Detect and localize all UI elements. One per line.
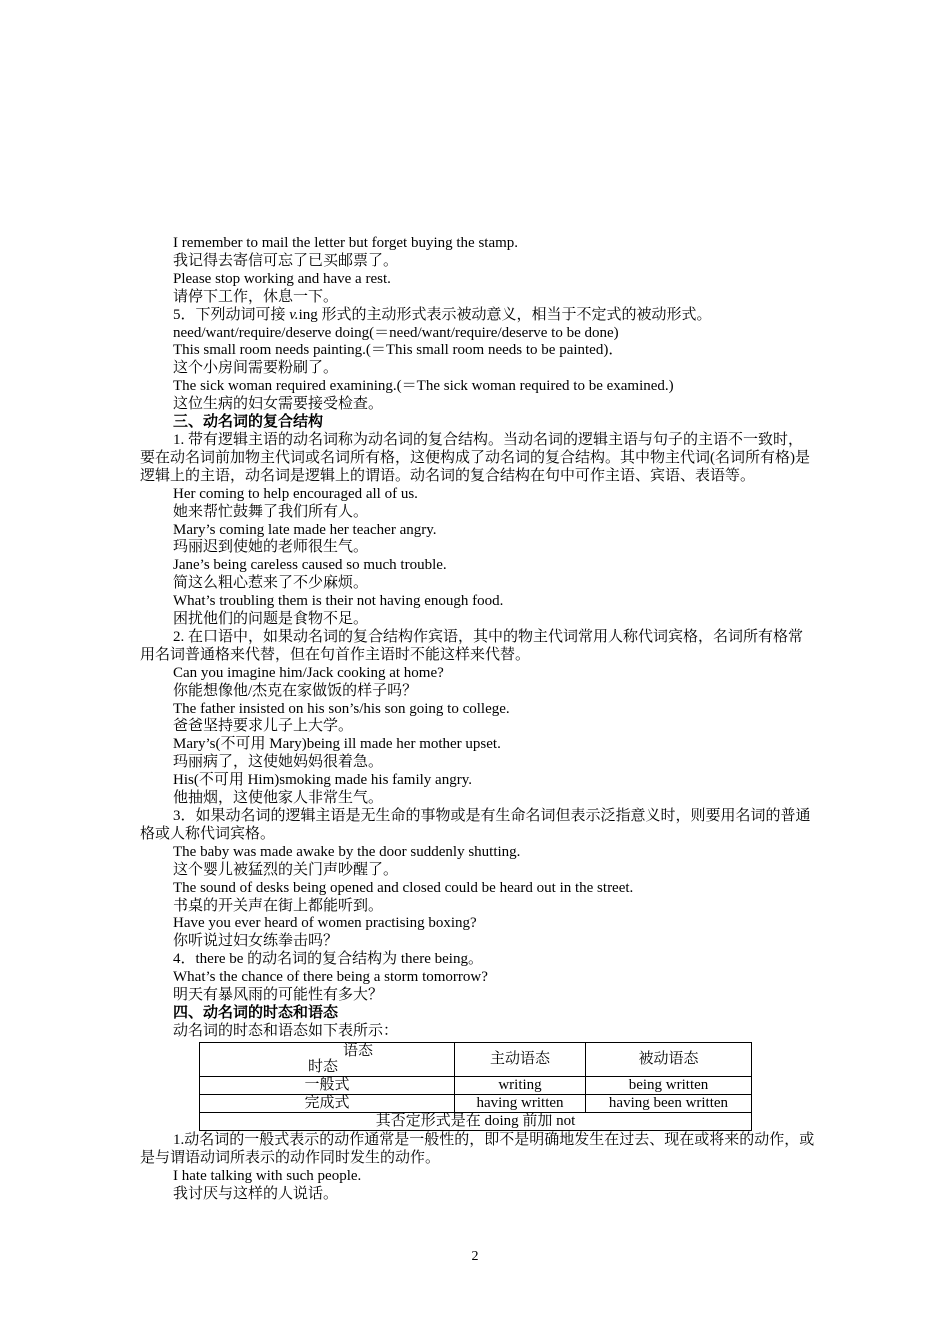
example-translation: 玛丽迟到使她的老师很生气。 bbox=[173, 539, 369, 556]
example-sentence: Please stop working and have a rest. bbox=[173, 270, 391, 287]
example-translation: 他抽烟，这使他家人非常生气。 bbox=[173, 790, 384, 807]
example-translation: 我记得去寄信可忘了已买邮票了。 bbox=[173, 252, 399, 269]
example-sentence: Have you ever heard of women practising boxing? bbox=[173, 915, 477, 932]
corner-label-tense: 时态 bbox=[308, 1058, 339, 1075]
table-intro: 动名词的时态和语态如下表所示： bbox=[173, 1022, 399, 1039]
example-sentence: The sound of desks being opened and closed could be heard out in the street. bbox=[173, 879, 634, 896]
example-sentence: Can you imagine him/Jack cooking at home? bbox=[173, 664, 444, 681]
example-sentence: This small room needs painting.(＝This small room needs to be painted)． bbox=[173, 342, 624, 359]
header-passive: 被动语态 bbox=[586, 1042, 752, 1076]
example-translation: 困扰他们的问题是食物不足。 bbox=[173, 611, 369, 628]
example-sentence: I remember to mail the letter but forget buying the stamp. bbox=[173, 235, 519, 251]
table-footer-row bbox=[200, 1112, 752, 1130]
example-translation: 我讨厌与这样的人说话。 bbox=[173, 1185, 339, 1202]
rule-paragraph: 3．如果动名词的逻辑主语是无生命的事物或是有生命名词但表示泛指意义时，则要用名词的普通格或人称代词宾格。 bbox=[140, 808, 811, 842]
example-sentence: What’s troubling them is their not having enough food. bbox=[173, 593, 504, 610]
table-corner-cell bbox=[200, 1042, 455, 1076]
example-sentence: Her coming to help encouraged all of us. bbox=[173, 485, 418, 502]
example-translation: 你能想像他/杰克在家做饭的样子吗？ bbox=[173, 682, 418, 699]
rule-paragraph: 1. 带有逻辑主语的动名词称为动名词的复合结构。当动名词的逻辑主语与句子的主语不一致时，要在动名词前加物主代词或名词所有格，这便构成了动名词的复合结构。其中物主代词(名词所有格)是逻辑上的主语，动名词是逻辑上的谓语。动名词的复合结构在句中可作主语、宾语、表语等。 bbox=[140, 431, 810, 484]
row-label: 一般式 bbox=[200, 1076, 455, 1094]
cell-active: having written bbox=[455, 1094, 586, 1112]
example-sentence: The baby was made awake by the door suddenly shutting. bbox=[173, 843, 521, 860]
example-sentence: Mary’s coming late made her teacher angry. bbox=[173, 521, 437, 538]
example-translation: 这个小房间需要粉刷了。 bbox=[173, 360, 339, 377]
rule-formula: need/want/require/deserve doing(＝need/want/require/deserve to be done) bbox=[173, 324, 619, 341]
example-sentence: The father insisted on his son’s/his son going to college. bbox=[173, 700, 510, 717]
example-sentence: Jane’s being careless caused so much trouble. bbox=[173, 557, 447, 574]
row-label: 完成式 bbox=[200, 1094, 455, 1112]
rule-paragraph: 4．there be 的动名词的复合结构为 there being。 bbox=[173, 951, 483, 968]
example-sentence: I hate talking with such people. bbox=[173, 1167, 362, 1184]
table-row bbox=[200, 1094, 752, 1112]
rule-paragraph: 2. 在口语中，如果动名词的复合结构作宾语，其中的物主代词常用人称代词宾格，名词所有格常用名词普通格来代替，但在句首作主语时不能这样来代替。 bbox=[140, 628, 804, 663]
cell-active: writing bbox=[455, 1076, 586, 1094]
example-translation: 玛丽病了，这使她妈妈很着急。 bbox=[173, 754, 384, 771]
section-heading: 四、动名词的时态和语态 bbox=[173, 1004, 339, 1021]
example-translation: 简这么粗心惹来了不少麻烦。 bbox=[173, 575, 369, 592]
rule-paragraph: 1.动名词的一般式表示的动作通常是一般性的，即不是明确地发生在过去、现在或将来的动作，或是与谓语动词所表示的动作同时发生的动作。 bbox=[140, 1131, 815, 1166]
table-footer-note: 其否定形式是在 doing 前加 not bbox=[200, 1112, 752, 1130]
cell-passive: being written bbox=[586, 1076, 752, 1094]
example-translation: 这个婴儿被猛烈的关门声吵醒了。 bbox=[173, 861, 399, 878]
example-sentence: What’s the chance of there being a storm tomorrow? bbox=[173, 969, 488, 986]
example-translation: 书桌的开关声在街上都能听到。 bbox=[173, 897, 384, 914]
example-sentence: His(不可用 Him)smoking made his family angry. bbox=[173, 772, 472, 789]
corner-label-voice: 语态 bbox=[343, 1042, 374, 1059]
example-translation: 请停下工作，休息一下。 bbox=[173, 288, 339, 305]
rule-paragraph: 5．下列动词可接 v.ing 形式的主动形式表示被动意义，相当于不定式的被动形式。 bbox=[173, 306, 712, 323]
example-sentence: The sick woman required examining.(＝The sick woman required to be examined.) bbox=[173, 378, 674, 395]
example-translation: 你听说过妇女练拳击吗？ bbox=[173, 933, 339, 950]
document-body bbox=[140, 235, 815, 1203]
page-number: 2 bbox=[471, 1249, 479, 1264]
example-translation: 爸爸坚持要求儿子上大学。 bbox=[173, 718, 354, 735]
example-sentence: Mary’s(不可用 Mary)being ill made her mother upset. bbox=[173, 736, 501, 753]
table-header-row bbox=[200, 1042, 752, 1076]
header-active: 主动语态 bbox=[455, 1042, 586, 1076]
section-heading: 三、动名词的复合结构 bbox=[173, 414, 324, 431]
example-translation: 她来帮忙鼓舞了我们所有人。 bbox=[173, 503, 369, 520]
example-translation: 明天有暴风雨的可能性有多大？ bbox=[173, 987, 384, 1004]
cell-passive: having been written bbox=[586, 1094, 752, 1112]
table-row bbox=[200, 1076, 752, 1094]
example-translation: 这位生病的妇女需要接受检查。 bbox=[173, 396, 384, 413]
tense-voice-table bbox=[199, 1042, 752, 1131]
